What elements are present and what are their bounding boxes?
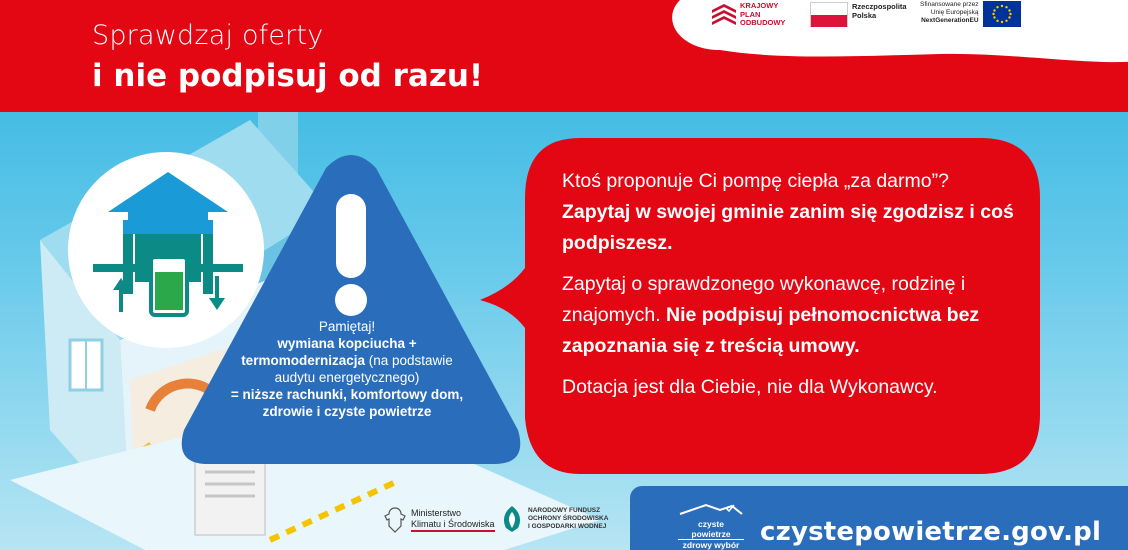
headline-line2: i nie podpisuj od razu! — [92, 58, 484, 94]
fund-text-2: OCHRONY ŚRODOWISKA — [528, 515, 609, 522]
eu-text-1: Sfinansowane przez — [920, 1, 979, 8]
warning-normal: (na podstawie audytu energetycznego) — [274, 353, 453, 385]
headline-line1: Sprawdzaj oferty — [92, 20, 324, 51]
eu-text-2: Unię Europejską — [930, 9, 979, 16]
bubble-paragraph-3: Dotacja jest dla Ciebie, nie dla Wykonawcy. — [562, 376, 938, 398]
kpo-mark-icon — [712, 2, 736, 28]
ministry-text-2: Klimatu i Środowiska — [411, 518, 495, 529]
bubble-paragraph-2 — [562, 269, 1022, 362]
poland-flag-icon — [810, 2, 848, 27]
fund-text-3: I GOSPODARKI WODNEJ — [528, 523, 607, 530]
fund-text-1: NARODOWY FUNDUSZ — [528, 507, 601, 514]
eu-text-3: NextGenerationEU — [921, 17, 979, 24]
bubble-p2-bold: Nie podpisuj pełnomocnictwa bez zapoznania się z treścią umowy. — [562, 304, 980, 357]
fund-logo — [500, 504, 608, 534]
ministry-logo — [383, 506, 495, 534]
poland-logo — [810, 2, 907, 27]
website-url[interactable]: czystepowietrze.gov.pl — [760, 517, 1102, 547]
kpo-logo — [712, 2, 785, 28]
bubble-text — [562, 166, 1022, 413]
bubble-paragraph-1 — [562, 166, 1022, 259]
poland-text-2: Polska — [852, 11, 877, 20]
warning-text — [222, 318, 472, 420]
campaign-text-2: zdrowy wybór — [682, 540, 740, 550]
ministry-text-1: Ministerstwo — [411, 508, 462, 518]
eu-flag-icon — [983, 1, 1021, 27]
bubble-p1-bold: Zapytaj w swojej gminie zanim się zgodzisz i coś podpiszesz. — [562, 201, 1014, 254]
kpo-text-3: ODBUDOWY — [740, 18, 786, 27]
eagle-icon — [383, 506, 407, 534]
roof-icon — [678, 503, 744, 515]
warning-bold2: = niższe rachunki, komfortowy dom, zdrowie i czyste powietrze — [230, 387, 464, 419]
kpo-text-1: KRAJOWY — [740, 1, 779, 10]
campaign-text-1: czyste powietrze — [678, 519, 744, 540]
poland-text-1: Rzeczpospolita — [852, 2, 907, 11]
bubble-p1-normal: Ktoś proponuje Ci pompę ciepła „za darmo”? — [562, 170, 949, 192]
bubble-p2-normal: Zapytaj o sprawdzonego wykonawcę, rodzinę i znajomych. — [562, 273, 966, 326]
campaign-logo — [678, 500, 744, 550]
warning-bold1: wymiana kopciucha + termomodernizacja — [241, 336, 417, 368]
kpo-text-2: PLAN — [740, 9, 761, 19]
warning-intro: Pamiętaj! — [318, 319, 376, 334]
fund-mark-icon — [500, 504, 524, 534]
eu-logo — [920, 1, 1021, 27]
